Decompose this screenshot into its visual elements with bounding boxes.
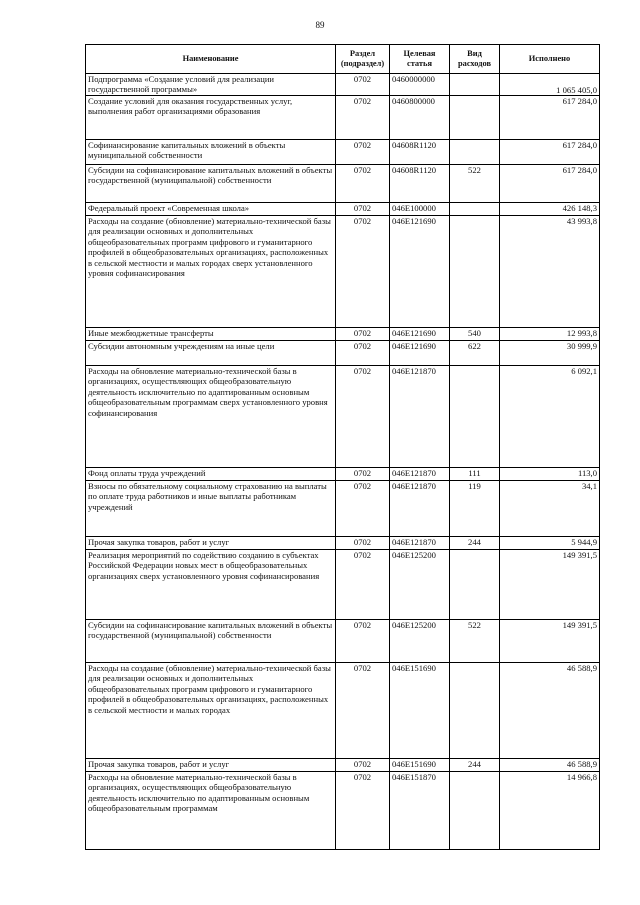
row-type: 111 [450, 468, 500, 481]
row-section: 0702 [336, 140, 390, 165]
row-name: Расходы на создание (обновление) материально-технической базы для реализации основных и дополнительных общеобразовательных программ цифрового и гуманитарного профилей в общеобразовательных организациях, расположенных в сельской местности и малых городах [86, 663, 336, 759]
row-section: 0702 [336, 550, 390, 620]
row-target: 046E100000 [390, 203, 450, 216]
row-section: 0702 [336, 74, 390, 96]
row-type [450, 772, 500, 850]
table-row [86, 550, 600, 620]
row-type [450, 203, 500, 216]
row-target: 046E121870 [390, 481, 450, 537]
table-row [86, 74, 600, 96]
row-done: 43 993,8 [500, 216, 600, 328]
row-done: 6 092,1 [500, 366, 600, 468]
table-row [86, 140, 600, 165]
table-row [86, 481, 600, 537]
header-section: Раздел (подраздел) [336, 45, 390, 74]
row-target: 046E125200 [390, 550, 450, 620]
row-type [450, 140, 500, 165]
row-name: Расходы на обновление материально-технической базы в организациях, осуществляющих общеобразовательную деятельность исключительно по адаптированным основным общеобразовательным программам [86, 772, 336, 850]
row-type [450, 550, 500, 620]
row-target: 046E151690 [390, 663, 450, 759]
row-target: 046E121690 [390, 328, 450, 341]
header-row [86, 45, 600, 74]
budget-table [85, 44, 600, 850]
row-target: 046E121690 [390, 341, 450, 366]
row-name: Федеральный проект «Современная школа» [86, 203, 336, 216]
row-done: 34,1 [500, 481, 600, 537]
row-section: 0702 [336, 772, 390, 850]
row-section: 0702 [336, 341, 390, 366]
row-target: 04608R1120 [390, 140, 450, 165]
table-row [86, 328, 600, 341]
row-section: 0702 [336, 96, 390, 140]
table-row [86, 366, 600, 468]
row-type: 540 [450, 328, 500, 341]
row-type: 522 [450, 165, 500, 203]
row-done: 12 993,8 [500, 328, 600, 341]
row-type: 119 [450, 481, 500, 537]
row-section: 0702 [336, 165, 390, 203]
row-name: Реализация мероприятий по содействию созданию в субъектах Российской Федерации новых мест в общеобразовательных организациях сверх установленного уровня софинансирования [86, 550, 336, 620]
row-done: 1 065 405,0 [500, 74, 600, 96]
row-target: 046E151690 [390, 759, 450, 772]
row-target: 046E121870 [390, 468, 450, 481]
row-name: Расходы на создание (обновление) материально-технической базы для реализации основных и дополнительных общеобразовательных программ цифрового и гуманитарного профилей в общеобразовательных организациях, расположенных в сельской местности и малых городах сверх установленного уровня софинансирования [86, 216, 336, 328]
row-done: 617 284,0 [500, 96, 600, 140]
row-name: Фонд оплаты труда учреждений [86, 468, 336, 481]
row-type: 244 [450, 537, 500, 550]
header-target: Целевая статья [390, 45, 450, 74]
row-name: Подпрограмма «Создание условий для реализации государственной программы» [86, 74, 336, 96]
row-target: 046E121870 [390, 537, 450, 550]
row-type [450, 96, 500, 140]
header-name: Наименование [86, 45, 336, 74]
table-row [86, 759, 600, 772]
row-done: 149 391,5 [500, 550, 600, 620]
row-target: 046E121690 [390, 216, 450, 328]
table-row [86, 772, 600, 850]
row-done: 426 148,3 [500, 203, 600, 216]
row-type: 622 [450, 341, 500, 366]
row-done: 617 284,0 [500, 165, 600, 203]
row-target: 046E151870 [390, 772, 450, 850]
row-section: 0702 [336, 620, 390, 663]
table-row [86, 203, 600, 216]
row-name: Создание условий для оказания государственных услуг, выполнения работ организациями образования [86, 96, 336, 140]
page-number: 89 [315, 20, 325, 30]
row-name: Взносы по обязательному социальному страхованию на выплаты по оплате труда работников и иные выплаты работникам учреждений [86, 481, 336, 537]
row-done: 30 999,9 [500, 341, 600, 366]
row-type [450, 366, 500, 468]
row-section: 0702 [336, 203, 390, 216]
row-section: 0702 [336, 663, 390, 759]
row-section: 0702 [336, 366, 390, 468]
row-type [450, 74, 500, 96]
row-name: Софинансирование капитальных вложений в объекты муниципальной собственности [86, 140, 336, 165]
row-name: Расходы на обновление материально-технической базы в организациях, осуществляющих общеобразовательную деятельность исключительно по адаптированным основным общеобразовательным программам сверх установленного уровня софинансирования [86, 366, 336, 468]
row-section: 0702 [336, 481, 390, 537]
row-type: 244 [450, 759, 500, 772]
row-done: 46 588,9 [500, 759, 600, 772]
row-type [450, 663, 500, 759]
table-row [86, 620, 600, 663]
row-name: Субсидии автономным учреждениям на иные цели [86, 341, 336, 366]
row-done: 113,0 [500, 468, 600, 481]
row-section: 0702 [336, 468, 390, 481]
row-type: 522 [450, 620, 500, 663]
table-row [86, 216, 600, 328]
row-name: Субсидии на софинансирование капитальных вложений в объекты государственной (муниципальной) собственности [86, 620, 336, 663]
row-target: 046E125200 [390, 620, 450, 663]
table-row [86, 96, 600, 140]
row-name: Субсидии на софинансирование капитальных вложений в объекты государственной (муниципальной) собственности [86, 165, 336, 203]
header-type: Вид расходов [450, 45, 500, 74]
row-section: 0702 [336, 216, 390, 328]
row-target: 046E121870 [390, 366, 450, 468]
row-done: 617 284,0 [500, 140, 600, 165]
row-target: 04608R1120 [390, 165, 450, 203]
table-row [86, 663, 600, 759]
header-done: Исполнено [500, 45, 600, 74]
row-name: Прочая закупка товаров, работ и услуг [86, 537, 336, 550]
row-section: 0702 [336, 328, 390, 341]
table-row [86, 341, 600, 366]
row-type [450, 216, 500, 328]
row-done: 149 391,5 [500, 620, 600, 663]
table-row [86, 468, 600, 481]
row-target: 0460000000 [390, 74, 450, 96]
row-section: 0702 [336, 537, 390, 550]
row-done: 46 588,9 [500, 663, 600, 759]
row-name: Иные межбюджетные трансферты [86, 328, 336, 341]
row-done: 5 944,9 [500, 537, 600, 550]
row-section: 0702 [336, 759, 390, 772]
table-row [86, 165, 600, 203]
row-done: 14 966,8 [500, 772, 600, 850]
row-target: 0460800000 [390, 96, 450, 140]
table-row [86, 537, 600, 550]
row-name: Прочая закупка товаров, работ и услуг [86, 759, 336, 772]
